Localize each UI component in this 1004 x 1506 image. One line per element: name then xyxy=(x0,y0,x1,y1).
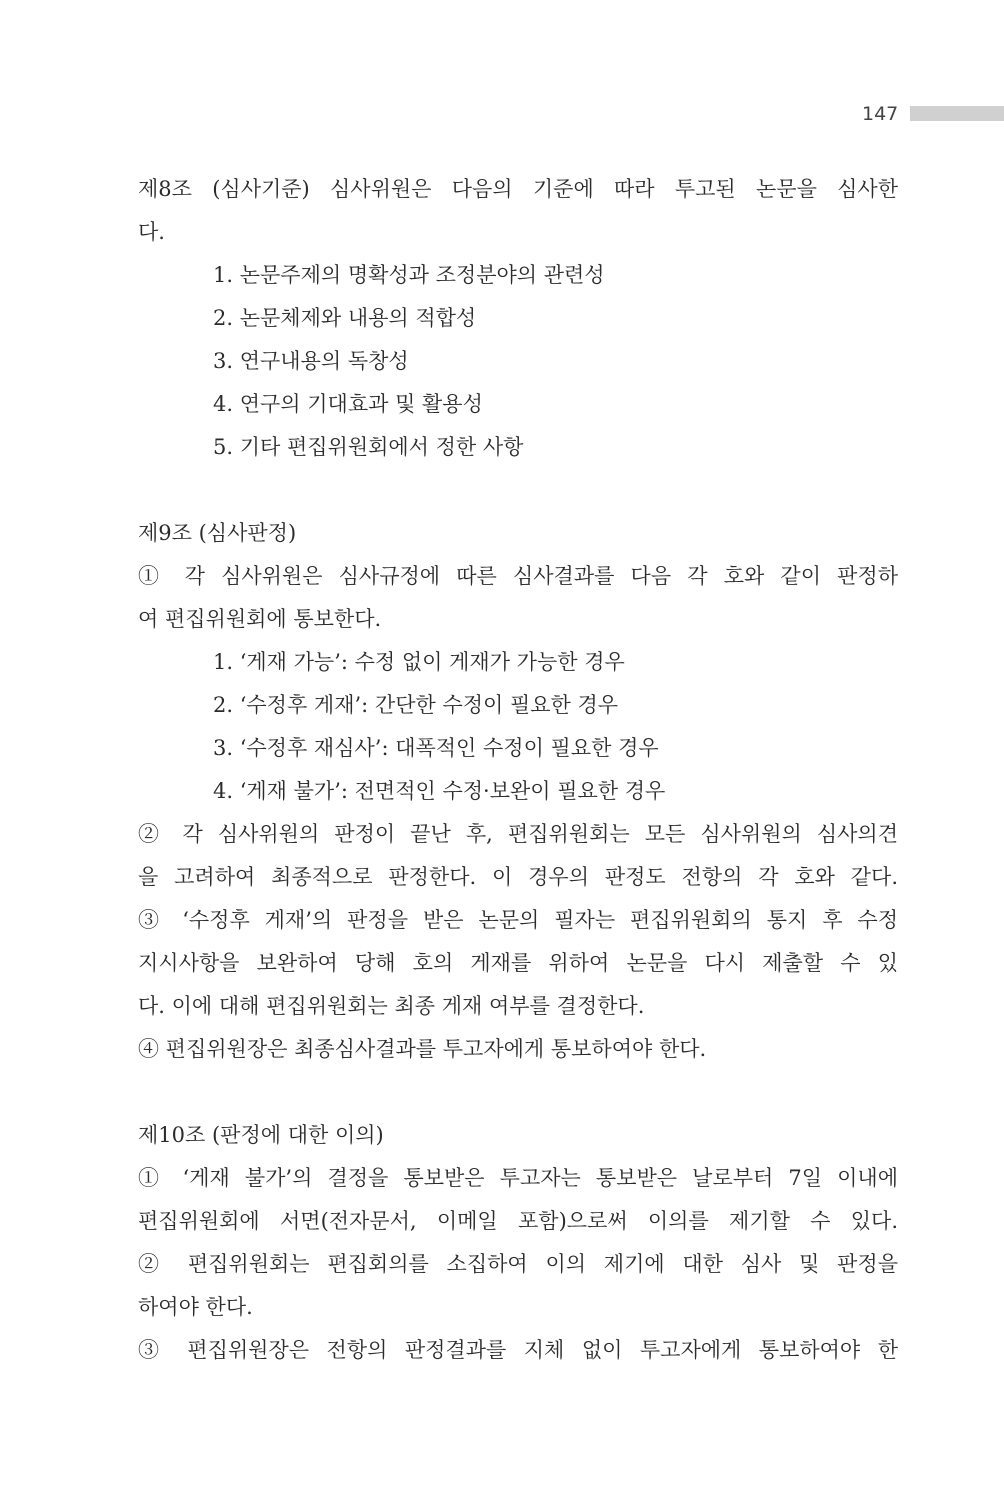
list-item: 1. ‘게재 가능’: 수정 없이 게재가 가능한 경우 xyxy=(213,650,625,674)
article-line: 편집위원회에 서면(전자문서, 이메일 포함)으로써 이의를 제기할 수 있다. xyxy=(138,1209,898,1233)
article-line: 하여야 한다. xyxy=(138,1295,253,1319)
article-line: ① ‘게재 불가’의 결정을 통보받은 투고자는 통보받은 날로부터 7일 이내에 xyxy=(138,1166,898,1190)
list-item: 2. 논문체제와 내용의 적합성 xyxy=(213,306,477,330)
article-line: ② 편집위원회는 편집회의를 소집하여 이의 제기에 대한 심사 및 판정을 xyxy=(138,1252,898,1276)
article-line: 제8조 (심사기준) 심사위원은 다음의 기준에 따라 투고된 논문을 심사한 xyxy=(138,177,898,201)
list-item: 3. 연구내용의 독창성 xyxy=(213,349,409,373)
article-8 xyxy=(138,168,898,469)
article-heading: 제10조 (판정에 대한 이의) xyxy=(138,1123,384,1147)
article-line: 여 편집위원회에 통보한다. xyxy=(138,607,382,631)
article-line: ① 각 심사위원은 심사규정에 따른 심사결과를 다음 각 호와 같이 판정하 xyxy=(138,564,898,588)
list-item: 3. ‘수정후 재심사’: 대폭적인 수정이 필요한 경우 xyxy=(213,736,659,760)
section-gap xyxy=(138,469,898,512)
list-item: 4. ‘게재 불가’: 전면적인 수정·보완이 필요한 경우 xyxy=(213,779,666,803)
article-9 xyxy=(138,512,898,1071)
section-gap xyxy=(138,1071,898,1114)
article-line: ③ ‘수정후 게재’의 판정을 받은 논문의 필자는 편집위원회의 통지 후 수정 xyxy=(138,908,898,932)
article-line: 다. 이에 대해 편집위원회는 최종 게재 여부를 결정한다. xyxy=(138,994,645,1018)
article-line: ③ 편집위원장은 전항의 판정결과를 지체 없이 투고자에게 통보하여야 한 xyxy=(138,1338,898,1362)
list-item: 4. 연구의 기대효과 및 활용성 xyxy=(213,392,483,416)
article-line: ② 각 심사위원의 판정이 끝난 후, 편집위원회는 모든 심사위원의 심사의견 xyxy=(138,822,898,846)
article-heading: 제9조 (심사판정) xyxy=(138,521,297,545)
document-body xyxy=(138,168,898,1372)
list-item: 1. 논문주제의 명확성과 조정분야의 관련성 xyxy=(213,263,605,287)
article-line: 다. xyxy=(138,220,165,244)
page-number: 147 xyxy=(862,103,899,125)
article-10 xyxy=(138,1114,898,1372)
page-tab-bar xyxy=(910,106,1004,121)
list-item: 2. ‘수정후 게재’: 간단한 수정이 필요한 경우 xyxy=(213,693,619,717)
article-line: 지시사항을 보완하여 당해 호의 게재를 위하여 논문을 다시 제출할 수 있 xyxy=(138,951,898,975)
list-item: 5. 기타 편집위원회에서 정한 사항 xyxy=(213,435,524,459)
article-line: ④ 편집위원장은 최종심사결과를 투고자에게 통보하여야 한다. xyxy=(138,1037,707,1061)
article-line: 을 고려하여 최종적으로 판정한다. 이 경우의 판정도 전항의 각 호와 같다. xyxy=(138,865,898,889)
